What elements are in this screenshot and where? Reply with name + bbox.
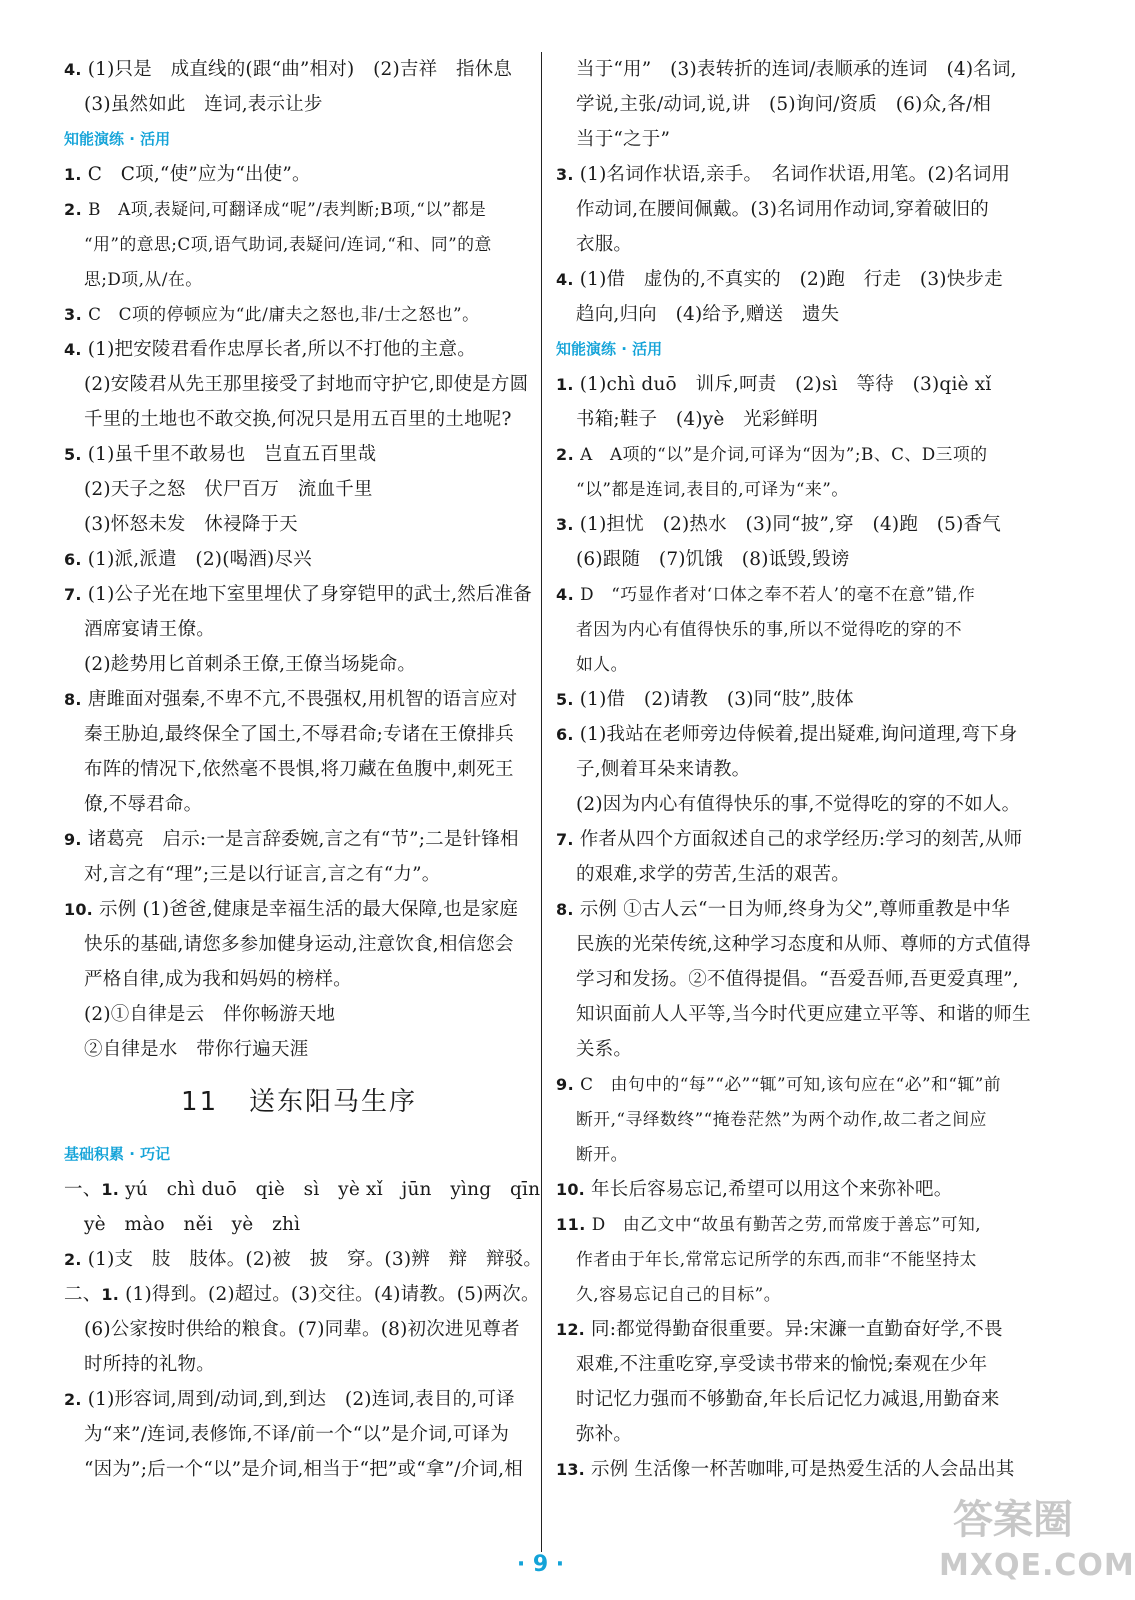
section-heading-practice: 知能演练 · 活用 bbox=[556, 340, 663, 358]
lesson-title: 11 送东阳马生序 bbox=[181, 1087, 417, 1117]
answer-line: 当于“用” (3)表转折的连词/表顺承的连词 (4)名词, bbox=[576, 59, 1017, 80]
answer-line: 书箱;鞋子 (4)yè 光彩鲜明 bbox=[576, 409, 819, 430]
pinyin-answers: 一、1. yú chì duō qiè sì yè xǐ jūn yìng qīn bbox=[64, 1179, 541, 1200]
answer-line: 思;D项,从/在。 bbox=[84, 269, 203, 289]
answer-line: 衣服。 bbox=[576, 234, 633, 255]
answer-4b: 4. (1)把安陵君看作忠厚长者,所以不打他的主意。 bbox=[64, 339, 476, 360]
answer-line: 民族的光荣传统,这种学习态度和从师、尊师的方式值得 bbox=[576, 934, 1031, 955]
answer-2-chars: 2. (1)支 肢 肢体。(2)被 披 穿。(3)辨 辩 辩驳。 bbox=[64, 1249, 543, 1270]
answer-line: 对,言之有“理”;三是以行证言,言之有“力”。 bbox=[84, 864, 441, 885]
answer-4b: 4. D “巧显作者对‘口体之奉不若人’的毫不在意”错,作 bbox=[556, 584, 976, 604]
answer-line: (6)跟随 (7)饥饿 (8)诋毁,毁谤 bbox=[576, 549, 850, 570]
watermark-url: MXQE.COM bbox=[939, 1548, 1135, 1583]
answer-line: “以”都是连词,表目的,可译为“来”。 bbox=[576, 479, 849, 499]
answer-7: 7. 作者从四个方面叙述自己的求学经历:学习的刻苦,从师 bbox=[556, 829, 1023, 850]
answer-4: 4. (1)只是 成直线的(跟“曲”相对) (2)吉祥 指休息 bbox=[64, 59, 513, 80]
answer-line: 的艰难,求学的劳苦,生活的艰苦。 bbox=[576, 864, 850, 885]
watermark-text: 答案圈 bbox=[953, 1497, 1073, 1543]
answer-1: 1. (1)chì duō 训斥,呵责 (2)sì 等待 (3)qiè xǐ bbox=[556, 374, 992, 395]
answer-10: 10. 年长后容易忘记,希望可以用这个来弥补吧。 bbox=[556, 1179, 953, 1200]
answer-line: 千里的土地也不敢交换,何况只是用五百里的土地呢? bbox=[84, 409, 512, 430]
answer-line: 关系。 bbox=[576, 1039, 633, 1060]
answer-line: 艰难,不注重吃穿,享受读书带来的愉悦;秦观在少年 bbox=[576, 1354, 988, 1375]
answer-line: (2)安陵君从先王那里接受了封地而守护它,即使是方圆 bbox=[84, 374, 529, 395]
answer-5: 5. (1)借 (2)请教 (3)同“肢”,肢体 bbox=[556, 689, 854, 710]
answer-line: (6)公家按时供给的粮食。(7)同辈。(8)初次进见尊者 bbox=[84, 1319, 520, 1340]
answer-line: 断开,“寻绎数终”“掩卷茫然”为两个动作,故二者之间应 bbox=[576, 1109, 987, 1129]
answer-13: 13. 示例 生活像一杯苦咖啡,可是热爱生活的人会品出其 bbox=[556, 1459, 1015, 1480]
answer-line: 严格自律,成为我和妈妈的榜样。 bbox=[84, 969, 352, 990]
right-column bbox=[556, 52, 1031, 1487]
answer-line: 当于“之于” bbox=[576, 129, 671, 150]
answer-3: 3. C C项的停顿应为“此/庸夫之怒也,非/士之怒也”。 bbox=[64, 304, 480, 324]
page-number: · 9 · bbox=[516, 1552, 565, 1577]
answer-line: 学说,主张/动词,说,讲 (5)询问/资质 (6)众,各/相 bbox=[576, 94, 992, 115]
section-heading-practice: 知能演练 · 活用 bbox=[64, 130, 171, 148]
answer-line: (3)怀怒未发 休祲降于天 bbox=[84, 514, 298, 535]
answer-line: 酒席宴请王僚。 bbox=[84, 619, 215, 640]
answer-line: 弥补。 bbox=[576, 1424, 633, 1445]
answer-line: 僚,不辱君命。 bbox=[84, 794, 203, 815]
answer-line: 时记忆力强而不够勤奋,年长后记忆力减退,用勤奋来 bbox=[576, 1389, 1000, 1410]
answer-part-two: 二、1. (1)得到。(2)超过。(3)交往。(4)请教。(5)两次。 bbox=[64, 1284, 540, 1305]
answer-2-words: 2. (1)形容词,周到/动词,到,到达 (2)连词,表目的,可译 bbox=[64, 1389, 515, 1410]
answer-line: 者因为内心有值得快乐的事,所以不觉得吃的穿的不 bbox=[576, 619, 963, 639]
answer-11: 11. D 由乙文中“故虽有勤苦之劳,而常废于善忘”可知, bbox=[556, 1214, 982, 1234]
answer-4: 4. (1)借 虚伪的,不真实的 (2)跑 行走 (3)快步走 bbox=[556, 269, 1003, 290]
watermark-logo bbox=[935, 1488, 1135, 1596]
answer-line: 时所持的礼物。 bbox=[84, 1354, 215, 1375]
answer-line: “因为”;后一个“以”是介词,相当于“把”或“拿”/介词,相 bbox=[84, 1459, 523, 1480]
answer-7: 7. (1)公子光在地下室里埋伏了身穿铠甲的武士,然后准备 bbox=[64, 584, 533, 605]
answer-line: yè mào něi yè zhì bbox=[84, 1214, 301, 1235]
left-column bbox=[64, 52, 543, 1487]
answer-2: 2. A A项的“以”是介词,可译为“因为”;B、C、D三项的 bbox=[556, 444, 988, 464]
answer-10: 10. 示例 (1)爸爸,健康是幸福生活的最大保障,也是家庭 bbox=[64, 899, 519, 920]
answer-line: (2)因为内心有值得快乐的事,不觉得吃的穿的不如人。 bbox=[576, 794, 1021, 815]
answer-line: (3)虽然如此 连词,表示让步 bbox=[84, 94, 323, 115]
answer-line: 如人。 bbox=[576, 654, 628, 674]
answer-line: 子,侧着耳朵来请教。 bbox=[576, 759, 751, 780]
answer-line: 作者由于年长,常常忘记所学的东西,而非“不能坚持太 bbox=[576, 1249, 977, 1269]
answer-line: 快乐的基础,请您多参加健身运动,注意饮食,相信您会 bbox=[84, 934, 514, 955]
answer-8: 8. 示例 ①古人云“一日为师,终身为父”,尊师重教是中华 bbox=[556, 899, 1010, 920]
answer-line: 学习和发扬。②不值得提倡。“吾爱吾师,吾更爱真理”, bbox=[576, 969, 1019, 990]
answer-line: 断开。 bbox=[576, 1144, 628, 1164]
answer-line: (2)天子之怒 伏尸百万 流血千里 bbox=[84, 479, 373, 500]
answer-6: 6. (1)我站在老师旁边侍候着,提出疑难,询问道理,弯下身 bbox=[556, 724, 1018, 745]
answer-8: 8. 唐雎面对强秦,不卑不亢,不畏强权,用机智的语言应对 bbox=[64, 689, 518, 710]
answer-line: 趋向,归向 (4)给予,赠送 遗失 bbox=[576, 304, 840, 325]
answer-line: (2)①自律是云 伴你畅游天地 bbox=[84, 1004, 336, 1025]
answer-line: 布阵的情况下,依然毫不畏惧,将刀藏在鱼腹中,刺死王 bbox=[84, 759, 514, 780]
answer-9: 9. C 由句中的“每”“必”“辄”可知,该句应在“必”和“辄”前 bbox=[556, 1074, 1002, 1094]
answer-line: (2)趁势用匕首刺杀王僚,王僚当场毙命。 bbox=[84, 654, 417, 675]
answer-line: ②自律是水 带你行遍天涯 bbox=[84, 1039, 309, 1060]
answer-line: “用”的意思;C项,语气助词,表疑问/连词,“和、同”的意 bbox=[84, 234, 492, 254]
answer-line: 秦王胁迫,最终保全了国土,不辱君命;专诸在王僚排兵 bbox=[84, 724, 514, 745]
answer-line: 为“来”/连词,表修饰,不译/前一个“以”是介词,可译为 bbox=[84, 1424, 510, 1445]
answer-line: 作动词,在腰间佩戴。(3)名词用作动词,穿着破旧的 bbox=[576, 199, 989, 220]
answer-3: 3. (1)名词作状语,亲手。 名词作状语,用笔。(2)名词用 bbox=[556, 164, 1011, 185]
answer-3b: 3. (1)担忧 (2)热水 (3)同“披”,穿 (4)跑 (5)香气 bbox=[556, 514, 1001, 535]
answer-9: 9. 诸葛亮 启示:一是言辞委婉,言之有“节”;二是针锋相 bbox=[64, 829, 519, 850]
answer-1: 1. C C项,“使”应为“出使”。 bbox=[64, 164, 311, 185]
answer-6: 6. (1)派,派遣 (2)(喝酒)尽兴 bbox=[64, 549, 312, 570]
section-heading-basics: 基础积累 · 巧记 bbox=[64, 1145, 171, 1163]
answer-2: 2. B A项,表疑问,可翻译成“呢”/表判断;B项,“以”都是 bbox=[64, 199, 487, 219]
answer-line: 知识面前人人平等,当今时代更应建立平等、和谐的师生 bbox=[576, 1004, 1031, 1025]
answer-12: 12. 同:都觉得勤奋很重要。异:宋濂一直勤奋好学,不畏 bbox=[556, 1319, 1003, 1340]
answer-5: 5. (1)虽千里不敢易也 岂直五百里哉 bbox=[64, 444, 377, 465]
column-divider bbox=[541, 52, 542, 1552]
answer-line: 久,容易忘记自己的目标”。 bbox=[576, 1284, 782, 1304]
